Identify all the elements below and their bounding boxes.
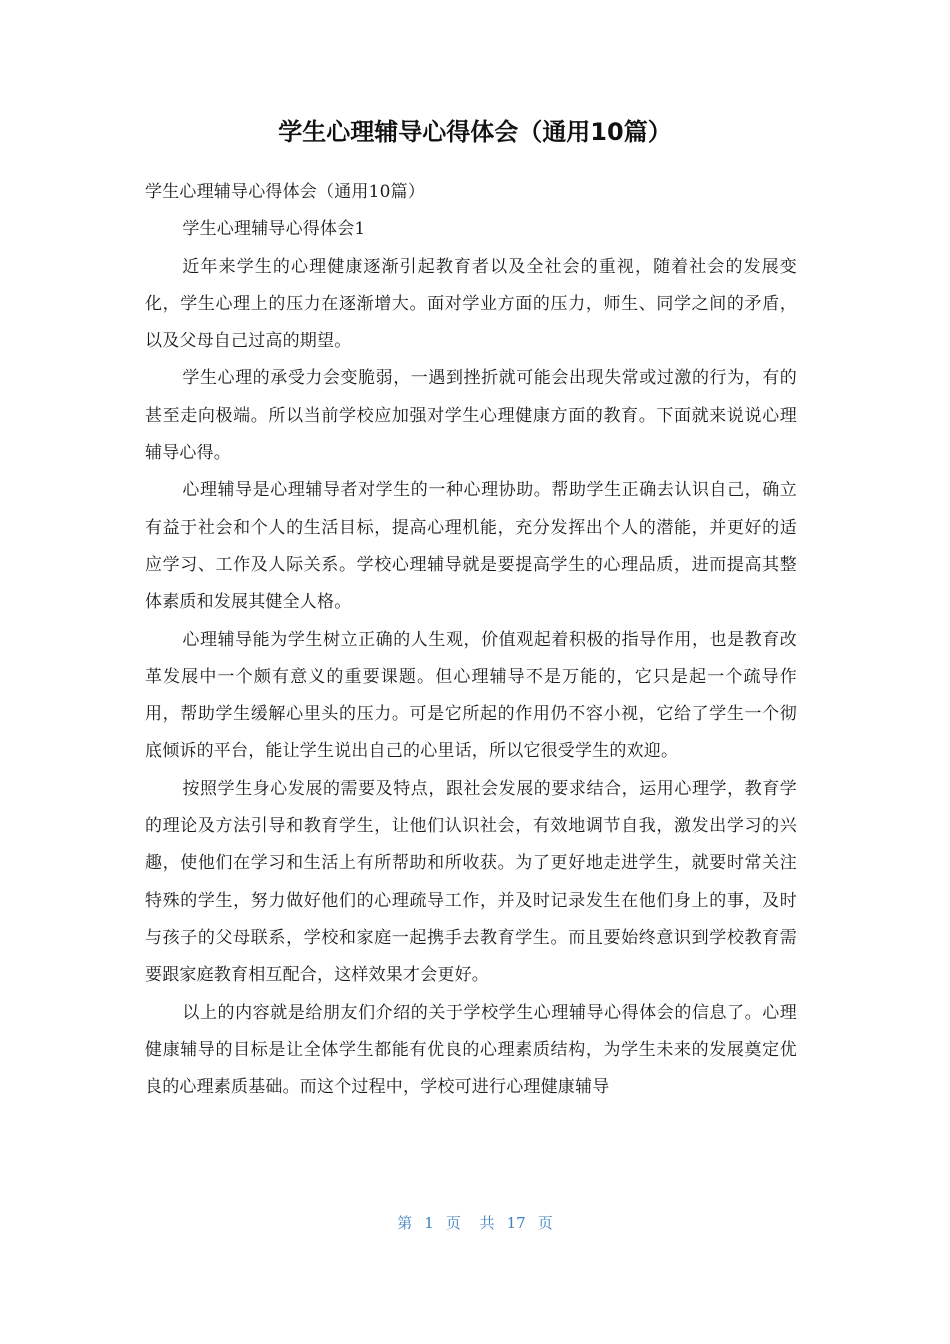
paragraph: 心理辅导能为学生树立正确的人生观，价值观起着积极的指导作用，也是教育改革发展中一个颇有意义的重要课题。但心理辅导不是万能的，它只是起一个疏导作用，帮助学生缓解心里头的压力。可是它所起的作用仍不容小视，它给了学生一个彻底倾诉的平台，能让学生说出自己的心里话，所以它很受学生的欢迎。 <box>145 629 797 762</box>
page-footer <box>0 1209 950 1237</box>
paragraph: 按照学生身心发展的需要及特点，跟社会发展的要求结合，运用心理学，教育学的理论及方法引导和教育学生，让他们认识社会，有效地调节自我，激发出学习的兴趣，使他们在学习和生活上有所帮助和所收获。为了更好地走进学生，就要时常关注特殊的学生，努力做好他们的心理疏导工作，并及时记录发生在他们身上的事，及时与孩子的父母联系，学校和家庭一起携手去教育学生。而且要始终意识到学校教育需要跟家庭教育相互配合，这样效果才会更好。 <box>145 778 797 986</box>
document-body <box>145 174 797 1106</box>
section-heading: 学生心理辅导心得体会1 <box>182 219 366 240</box>
paragraph: 心理辅导是心理辅导者对学生的一种心理协助。帮助学生正确去认识自己，确立有益于社会和个人的生活目标，提高心理机能，充分发挥出个人的潜能，并更好的适应学习、工作及人际关系。学校心理辅导就是要提高学生的心理品质，进而提高其整体素质和发展其健全人格。 <box>145 480 797 613</box>
footer-label-of: 页 共 <box>445 1214 495 1232</box>
document-subtitle: 学生心理辅导心得体会（通用10篇） <box>145 182 426 202</box>
paragraph: 学生心理的承受力会变脆弱，一遇到挫折就可能会出现失常或过激的行为，有的甚至走向极端。所以当前学校应加强对学生心理健康方面的教育。下面就来说说心理辅导心得。 <box>145 368 797 464</box>
footer-total-pages: 17 <box>506 1214 526 1232</box>
footer-current-page: 1 <box>424 1214 434 1232</box>
footer-label-page: 第 <box>397 1214 413 1232</box>
paragraph: 以上的内容就是给朋友们介绍的关于学校学生心理辅导心得体会的信息了。心理健康辅导的目标是让全体学生都能有优良的心理素质结构，为学生未来的发展奠定优良的心理素质基础。而这个过程中，学校可进行心理健康辅导 <box>145 1002 797 1098</box>
footer-label-end: 页 <box>537 1214 553 1232</box>
paragraph: 近年来学生的心理健康逐渐引起教育者以及全社会的重视，随着社会的发展变化，学生心理上的压力在逐渐增大。面对学业方面的压力，师生、同学之间的矛盾，以及父母自己过高的期望。 <box>145 256 797 352</box>
document-title: 学生心理辅导心得体会（通用10篇） <box>278 118 672 146</box>
